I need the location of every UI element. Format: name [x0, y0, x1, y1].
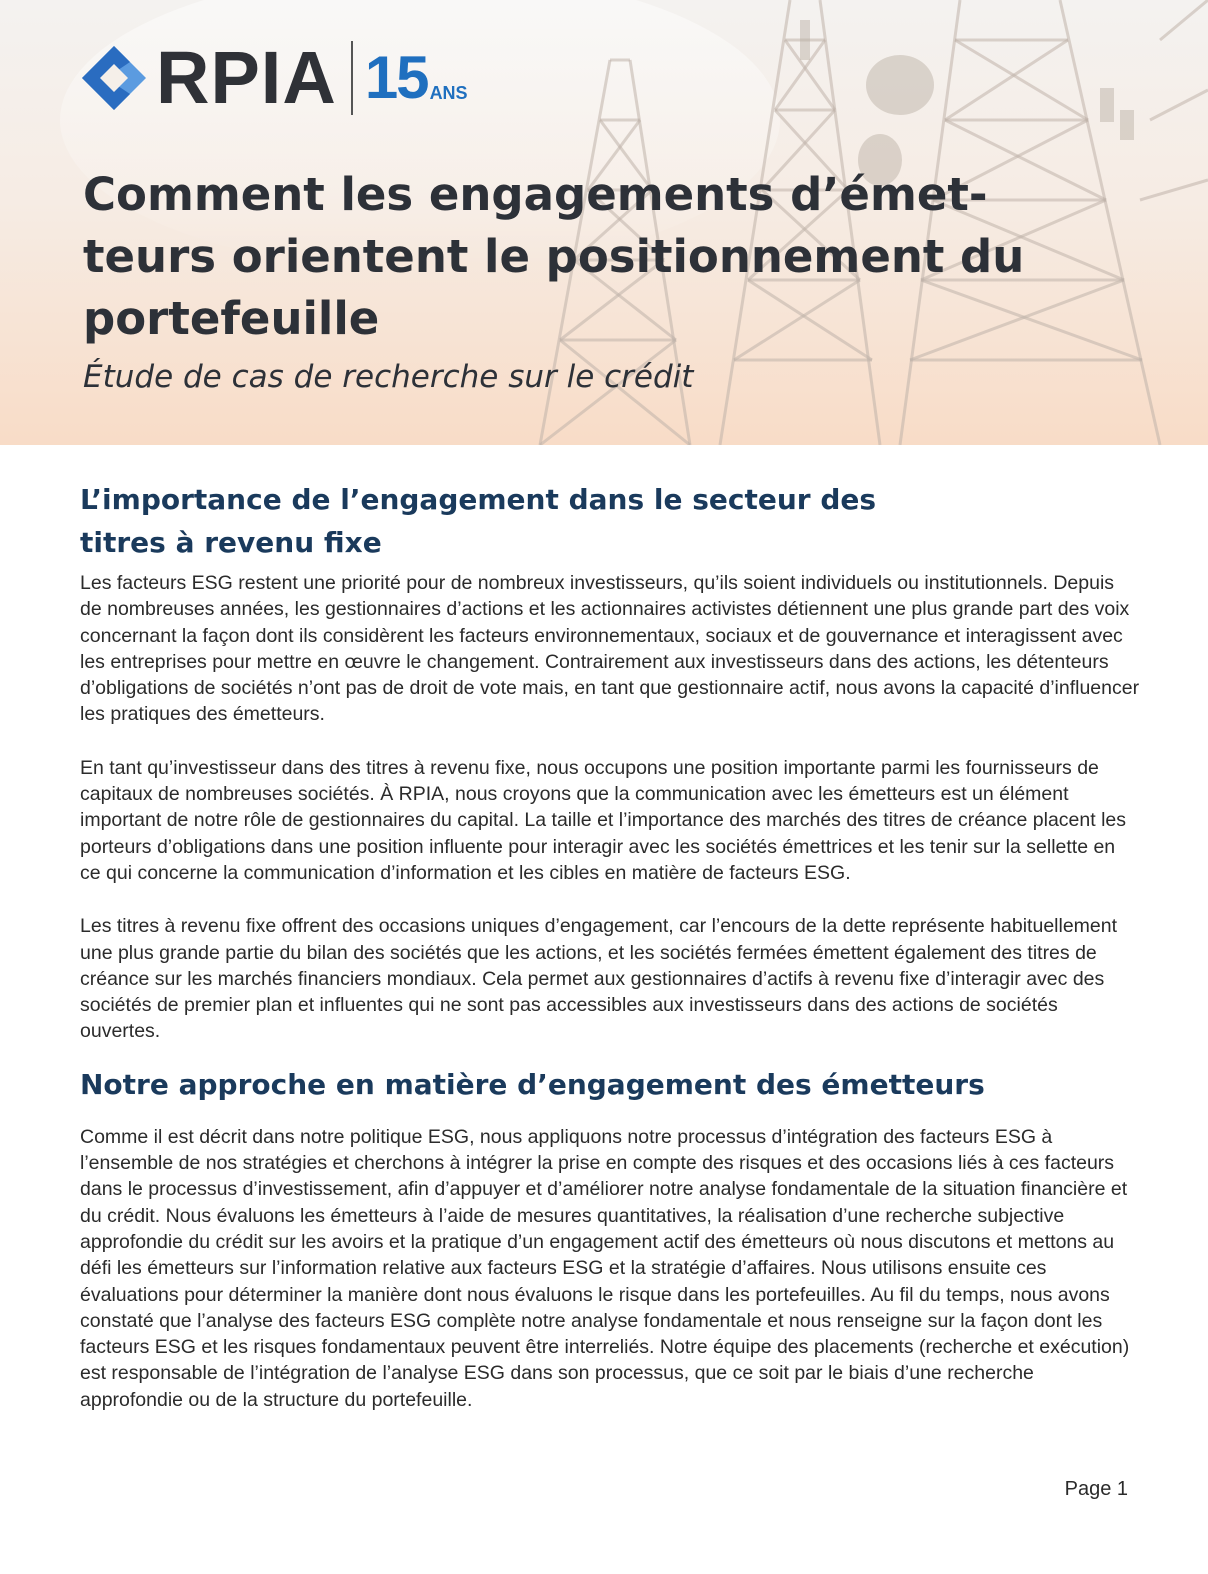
main-content — [80, 478, 1140, 1413]
logo-wordmark: RPIA — [156, 36, 337, 119]
section-heading: L’importance de l’engagement dans le secteur des titres à revenu fixe — [80, 483, 877, 559]
body-paragraph: Comme il est décrit dans notre politique ESG, nous appliquons notre processus d’intégration des facteurs ESG à l’ensemble de nos stratégies et cherchons à intégrer la prise en compte des risques et des occasions liés à ces facteurs dans le processus d’investissement, afin d’appuyer et d’améliorer notre analyse fondamentale de la situation financière et du crédit. Nous évaluons les émetteurs à l’aide de mesures quantitatives, la réalisation d’une recherche subjective approfondie du crédit sur les avoirs et la pratique d’un engagement actif des émetteurs où nous discutons et mettons au défi les émetteurs sur l’information relative aux facteurs ESG et la stratégie d’affaires. Nous utilisons ensuite ces évaluations pour déterminer la manière dont nous évaluons le risque dans les portefeuilles. Au fil du temps, nous avons constaté que l’analyse des facteurs ESG complète notre analyse fondamentale et nous renseigne sur la façon dont les facteurs ESG et les risques fondamentaux peuvent être interreliés. Notre équipe des placements (recherche et exécution) est responsable de l’intégration de l’analyse ESG dans son processus, que ce soit par le biais d’une recherche approfondie ou de la structure du portefeuille. — [80, 1125, 1130, 1411]
body-paragraph: Les facteurs ESG restent une priorité pour de nombreux investisseurs, qu’ils soient individuels ou institutionnels. Depuis de nombreuses années, les gestionnaires d’actions et les actionnaires activistes détiennent une plus grande part des voix concernant la façon dont ils considèrent les facteurs environnementaux, sociaux et de gouvernance et interagissent avec les entreprises pour mettre en œuvre le changement. Contrairement aux investisseurs dans des actions, les détenteurs d’obligations de sociétés n’ont pas de droit de vote mais, en tant que gestionnaire actif, nous avons la capacité d’influencer les pratiques des émetteurs. — [80, 572, 1140, 726]
page-number: Page 1 — [1064, 1478, 1128, 1500]
body-paragraph: Les titres à revenu fixe offrent des occasions uniques d’engagement, car l’encours de la dette représente habituellement une plus grande partie du bilan des sociétés que les actions, et les sociétés fermées émettent également des titres de créance sur les marchés financiers mondiaux. Cela permet aux gestionnaires d’actifs à revenu fixe d’interagir avec des sociétés de premier plan et influentes qui ne sont pas accessibles aux investisseurs dans des actions de sociétés ouvertes. — [80, 915, 1118, 1043]
company-logo — [80, 36, 468, 119]
body-paragraph: En tant qu’investisseur dans des titres à revenu fixe, nous occupons une position importante parmi les fournisseurs de capitaux de nombreuses sociétés. À RPIA, nous croyons que la communication avec les émetteurs est un élément important de notre rôle de gestionnaires du capital. La taille et l’importance des marchés des titres de créance placent les porteurs d’obligations dans une position influente pour interagir avec les sociétés émettrices et les tenir sur la sellette en ce qui concerne la communication d’information et les cibles en matière de facteurs ESG. — [80, 756, 1126, 884]
header-banner — [0, 0, 1208, 445]
document-title: Comment les engagements d’émet-teurs orientent le positionnement du portefeuille — [83, 168, 1025, 345]
anniversary-number: 15 — [364, 44, 428, 111]
section-approach — [80, 1063, 1140, 1413]
document-subtitle: Étude de cas de recherche sur le crédit — [83, 359, 694, 395]
rpia-diamond-icon — [80, 44, 148, 112]
logo-divider — [351, 41, 353, 115]
section-heading: Notre approche en matière d’engagement des émetteurs — [80, 1067, 985, 1101]
anniversary-suffix: ANS — [429, 83, 468, 103]
section-importance — [80, 478, 1140, 1045]
anniversary-badge — [364, 44, 468, 111]
